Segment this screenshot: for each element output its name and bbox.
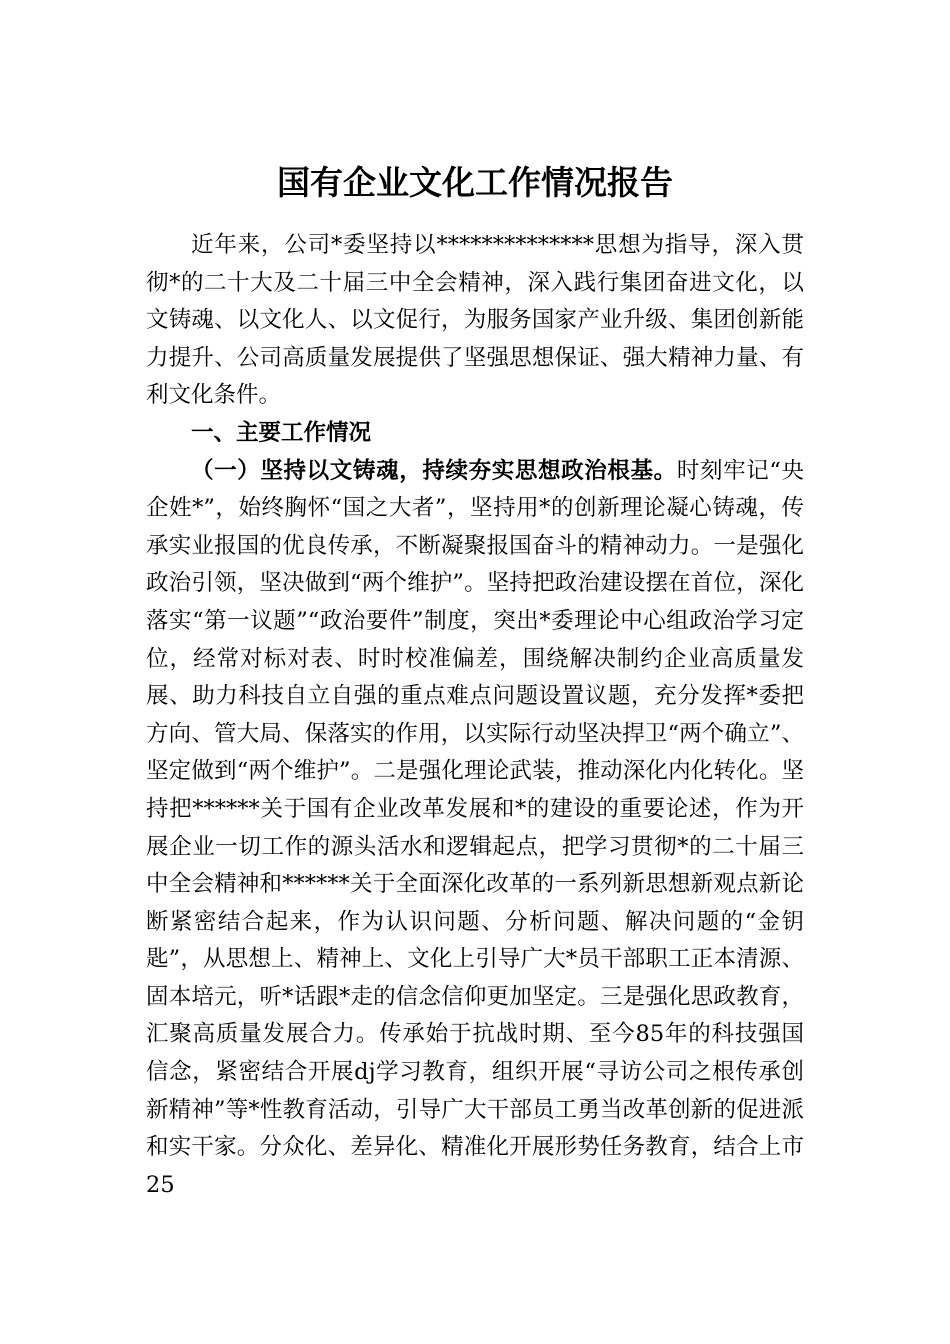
subsection-body: 时刻牢记“央企姓*”，始终胸怀“国之大者”，坚持用*的创新理论凝心铸魂，传承实业报国的优良传承，不断凝聚报国奋斗的精神动力。一是强化政治引领，坚决做到“两个维护”。坚持把政治建设摆在首位，深化落实“第一议题”“政治要件”制度，突出*委理论中心组政治学习定位，经常对标对表、时时校准偏差，围绕解决制约企业高质量发展、助力科技自立自强的重点难点问题设置议题，充分发挥*委把方向、管大局、保落实的作用，以实际行动坚决捍卫“两个确立”、坚定做到“两个维护”。二是强化理论武装，推动深化内化转化。坚持把******关于国有企业改革发展和*的建设的重要论述，作为开展企业一切工作的源头活水和逻辑起点，把学习贯彻*的二十届三中全会精神和******关于全面深化改革的一系列新思想新观点新论断紧密结合起来，作为认识问题、分析问题、解决问题的“金钥匙”，从思想上、精神上、文化上引导广大*员干部职工正本清源、固本培元，听*话跟*走的信念信仰更加坚定。三是强化思政教育，汇聚高质量发展合力。传承始于抗战时期、至今85年的科技强国信念，紧密结合开展dj学习教育，组织开展“寻访公司之根传承创新精神”等*性教育活动，引导广大干部员工勇当改革创新的促进派和实干家。分众化、差异化、精准化开展形势任务教育，结合上市25 [146,457,804,1198]
intro-paragraph: 近年来，公司*委坚持以**************思想为指导，深入贯彻*的二十大及二十届三中全会精神，深入践行集团奋进文化，以文铸魂、以文化人、以文促行，为服务国家产业升级、集团创新能力提升、公司高质量发展提供了坚强思想保证、强大精神力量、有利文化条件。 [146,232,804,409]
document-body [146,227,804,1204]
subsection-paragraph [146,453,804,1205]
section-heading: 一、主要工作情况 [191,419,372,446]
document-title: 国有企业文化工作情况报告 [277,163,673,202]
subsection-heading: （一）坚持以文铸魂，持续夯实思想政治根基。 [191,457,677,484]
